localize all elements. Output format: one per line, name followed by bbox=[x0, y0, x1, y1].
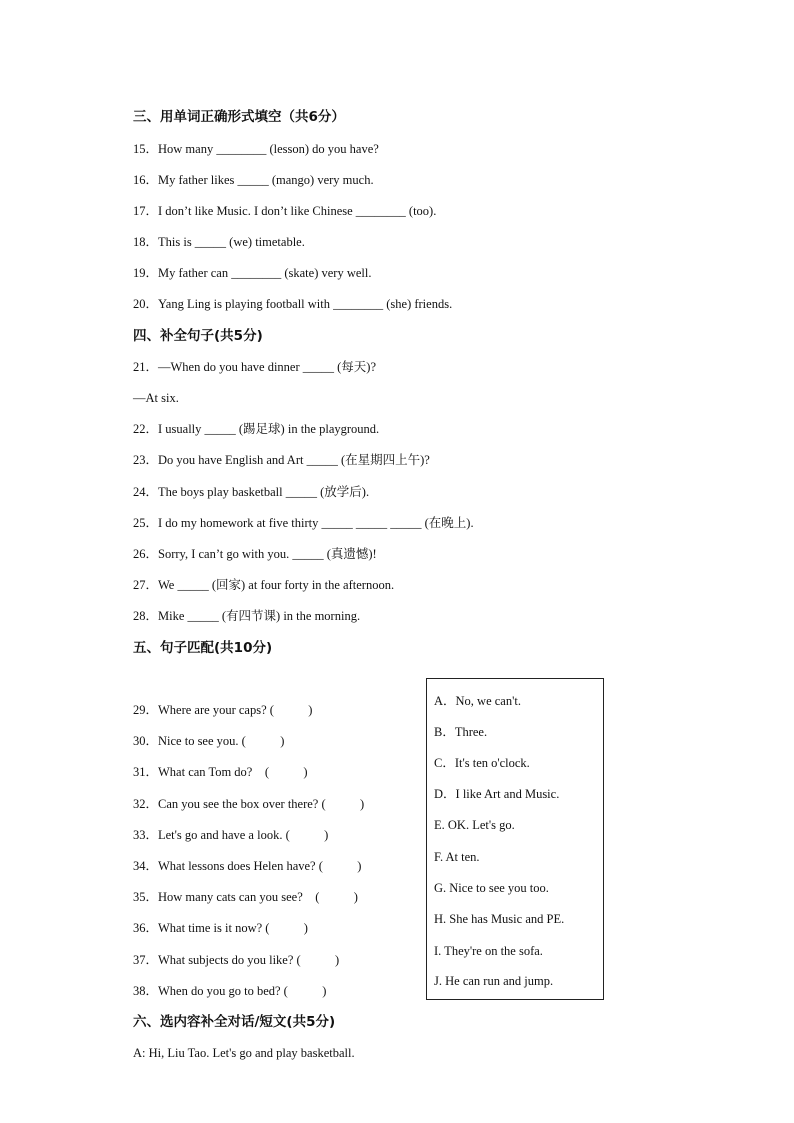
option-c: C．It's ten o'clock. bbox=[434, 756, 530, 770]
question-35: 35．How many cats can you see? ( ) bbox=[133, 890, 358, 904]
question-20: 20．Yang Ling is playing football with ________ (she) friends. bbox=[133, 297, 453, 311]
option-f: F. At ten. bbox=[434, 850, 480, 864]
question-25: 25．I do my homework at five thirty _____ _____ _____ (在晚上). bbox=[133, 516, 474, 530]
option-h: H. She has Music and PE. bbox=[434, 912, 565, 926]
section-4-heading: 四、补全句子(共5分) bbox=[133, 328, 263, 344]
question-34: 34．What lessons does Helen have? ( ) bbox=[133, 859, 362, 873]
question-33: 33．Let's go and have a look. ( ) bbox=[133, 828, 329, 842]
question-24: 24．The boys play basketball _____ (放学后). bbox=[133, 485, 370, 499]
question-19: 19．My father can ________ (skate) very well. bbox=[133, 266, 372, 280]
question-30: 30．Nice to see you. ( ) bbox=[133, 734, 285, 748]
section-3-heading: 三、用单词正确形式填空（共6分） bbox=[133, 109, 345, 125]
question-36: 36．What time is it now? ( ) bbox=[133, 921, 308, 935]
question-15: 15．How many ________ (lesson) do you have? bbox=[133, 142, 379, 156]
option-j: J. He can run and jump. bbox=[434, 974, 554, 988]
question-37: 37．What subjects do you like? ( ) bbox=[133, 953, 340, 967]
question-28: 28．Mike _____ (有四节课) in the morning. bbox=[133, 609, 361, 623]
option-e: E. OK. Let's go. bbox=[434, 818, 515, 832]
section-6-heading: 六、选内容补全对话/短文(共5分) bbox=[133, 1014, 336, 1030]
question-17: 17．I don’t like Music. I don’t like Chinese ________ (too). bbox=[133, 204, 437, 218]
question-22: 22．I usually _____ (踢足球) in the playground. bbox=[133, 422, 380, 436]
question-32: 32．Can you see the box over there? ( ) bbox=[133, 797, 365, 811]
option-a: A．No, we can't. bbox=[434, 694, 521, 708]
question-21: 21．—When do you have dinner _____ (每天)? bbox=[133, 360, 376, 374]
question-23: 23．Do you have English and Art _____ (在星期四上午)? bbox=[133, 453, 430, 467]
options-box bbox=[426, 678, 604, 1000]
option-i: I. They're on the sofa. bbox=[434, 944, 543, 958]
section-5-heading: 五、句子匹配(共10分) bbox=[133, 640, 273, 656]
option-b: B．Three. bbox=[434, 725, 488, 739]
option-d: D．I like Art and Music. bbox=[434, 787, 560, 801]
question-18: 18．This is _____ (we) timetable. bbox=[133, 235, 305, 249]
question-38: 38．When do you go to bed? ( ) bbox=[133, 984, 327, 998]
question-26: 26．Sorry, I can’t go with you. _____ (真遗憾)! bbox=[133, 547, 377, 561]
question-16: 16．My father likes _____ (mango) very much. bbox=[133, 173, 374, 187]
dialogue-line-a: A: Hi, Liu Tao. Let's go and play basketball. bbox=[133, 1046, 355, 1060]
option-g: G. Nice to see you too. bbox=[434, 881, 549, 895]
question-27: 27．We _____ (回家) at four forty in the afternoon. bbox=[133, 578, 395, 592]
question-29: 29．Where are your caps? ( ) bbox=[133, 703, 313, 717]
answer-21: —At six. bbox=[133, 391, 179, 405]
question-31: 31．What can Tom do? ( ) bbox=[133, 765, 308, 779]
